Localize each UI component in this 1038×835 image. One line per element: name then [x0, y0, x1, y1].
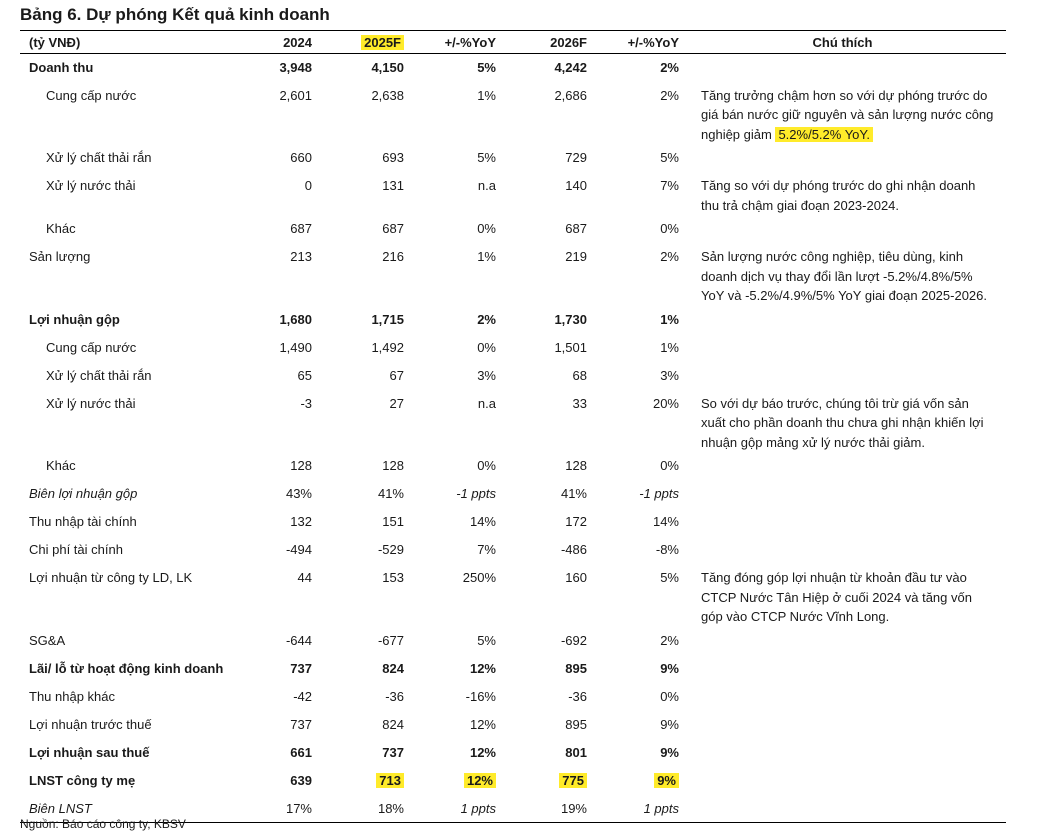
cell-2024: 639: [290, 772, 312, 788]
cell-2025f: 687: [382, 221, 404, 236]
note-text: Sản lượng nước công nghiệp, tiêu dùng, kinh doanh dịch vụ thay đổi lần lượt -5.2%/4.8%/5% YoY và -5.2%/4.9%/5% YoY giai đoạn 2025-2026.: [701, 249, 987, 303]
cell-note: [679, 795, 1006, 823]
cell-yoy-2026: 14%: [652, 514, 679, 529]
header-unit: (tỷ VNĐ): [20, 31, 235, 54]
row-label: Xử lý nước thải: [46, 395, 136, 411]
row-label: Thu nhập khác: [29, 688, 116, 704]
table-row: [20, 627, 1006, 655]
cell-2025f: 153: [382, 570, 404, 585]
row-label: Khác: [46, 221, 76, 236]
cell-note: [679, 334, 1006, 362]
cell-2024: -42: [293, 688, 312, 704]
header-2025f-label: 2025F: [361, 35, 404, 50]
cell-yoy-2025: -16%: [465, 688, 496, 704]
cell-yoy-2026: -1 ppts: [639, 486, 679, 501]
cell-yoy-2026: 20%: [652, 395, 679, 411]
row-label: Biên lợi nhuận gộp: [29, 486, 138, 501]
row-label: SG&A: [29, 632, 66, 648]
cell-2024: 43%: [285, 486, 312, 501]
cell-2025f: 41%: [377, 486, 404, 501]
cell-yoy-2025: 0%: [477, 339, 496, 355]
cell-2024: 1,680: [279, 311, 312, 327]
cell-note: [679, 536, 1006, 564]
table-row: [20, 390, 1006, 453]
cell-2025f: [312, 767, 404, 795]
note-text: Tăng đóng góp lợi nhuận từ khoản đầu tư vào CTCP Nước Tân Hiệp ở cuối 2024 và tăng vốn góp vào CTCP Nước Vĩnh Long.: [701, 570, 972, 624]
row-label: Cung cấp nước: [46, 87, 137, 103]
table-row: [20, 82, 1006, 145]
cell-note: [679, 144, 1006, 172]
cell-yoy-2025: 5%: [477, 150, 496, 165]
row-label: Sản lượng: [29, 249, 91, 264]
cell-yoy-2025: 1%: [477, 87, 496, 103]
cell-note: [679, 739, 1006, 767]
cell-2025f: 737: [382, 744, 404, 760]
row-label: Chi phí tài chính: [29, 542, 123, 557]
cell-2025f: 4,150: [371, 60, 404, 75]
cell-2025f: 128: [382, 458, 404, 473]
cell-2026f: 172: [565, 514, 587, 529]
cell-2025f: 151: [382, 514, 404, 529]
header-yoy-2026: +/-%YoY: [587, 31, 679, 54]
cell-note: [679, 390, 1006, 453]
cell-yoy-2026: 9%: [660, 660, 679, 676]
row-label: Lợi nhuận trước thuế: [29, 716, 152, 732]
row-label: Lợi nhuận gộp: [29, 311, 120, 327]
cell-2024: 0: [304, 178, 312, 193]
cell-note: [679, 767, 1006, 795]
cell-2025f: -36: [385, 688, 404, 704]
cell-yoy-2025: 1%: [477, 249, 496, 264]
cell-2026f: 128: [565, 458, 587, 473]
table-row: [20, 767, 1006, 795]
cell-yoy-2025: n.a: [477, 178, 496, 193]
table-row: [20, 306, 1006, 334]
cell-yoy-2026: 0%: [660, 221, 679, 236]
cell-2025f: -677: [377, 632, 404, 648]
header-2025f: [312, 31, 404, 54]
cell-yoy-2026: 1 ppts: [587, 795, 679, 823]
cell-note: [679, 172, 1006, 215]
cell-yoy-2025: 0%: [477, 458, 496, 473]
cell-note: [679, 711, 1006, 739]
note-highlight: 5.2%/5.2% YoY.: [775, 127, 873, 142]
table-row: [20, 243, 1006, 306]
cell-2025f: 1,492: [371, 339, 404, 355]
header-row: [20, 31, 1006, 54]
cell-yoy-2026: 3%: [660, 367, 679, 383]
cell-note: [679, 243, 1006, 306]
cell-2026f: 801: [565, 744, 587, 760]
cell-2026f: 19%: [496, 795, 587, 823]
cell-2026f-highlight: 775: [559, 773, 587, 788]
table-row: [20, 536, 1006, 564]
note-text: Tăng so với dự phóng trước do ghi nhận doanh thu trả chậm giai đoạn 2023-2024.: [701, 178, 976, 213]
cell-2024: 65: [297, 367, 312, 383]
cell-note: [679, 683, 1006, 711]
table-row: [20, 172, 1006, 215]
cell-2024: 44: [297, 570, 312, 585]
note-text: Tăng trưởng chậm hơn so với dự phóng trước do giá bán nước giữ nguyên và sản lượng nước công nghiệp giảm: [701, 87, 994, 142]
cell-yoy-2026-highlight: 9%: [654, 773, 679, 788]
row-label: Lãi/ lỗ từ hoạt động kinh doanh: [29, 660, 224, 676]
cell-2024: 128: [290, 458, 312, 473]
header-yoy-2025: +/-%YoY: [404, 31, 496, 54]
header-note: Chú thích: [679, 31, 1006, 54]
cell-2026f: -692: [560, 632, 587, 648]
cell-2024: 213: [290, 249, 312, 264]
cell-2026f: -486: [560, 542, 587, 557]
cell-2025f: -529: [377, 542, 404, 557]
cell-2024: 687: [290, 221, 312, 236]
cell-2025f: 131: [382, 178, 404, 193]
cell-yoy-2025: 5%: [477, 60, 496, 75]
row-label: Biên LNST: [20, 795, 235, 823]
cell-yoy-2025: 3%: [477, 367, 496, 383]
table-row: [20, 480, 1006, 508]
cell-yoy-2025: 7%: [477, 542, 496, 557]
cell-2026f: 219: [565, 249, 587, 264]
table-row: [20, 683, 1006, 711]
cell-yoy-2026: 9%: [660, 744, 679, 760]
cell-yoy-2025: 14%: [469, 514, 496, 529]
cell-2025f: 27: [389, 395, 404, 411]
cell-note: [679, 82, 1006, 145]
cell-2025f: 67: [389, 367, 404, 383]
cell-yoy-2026: 7%: [660, 178, 679, 193]
cell-note: [679, 564, 1006, 627]
cell-2024: 660: [290, 150, 312, 165]
cell-yoy-2026: 2%: [660, 60, 679, 75]
row-label: Khác: [46, 458, 76, 473]
row-label: Cung cấp nước: [46, 339, 137, 355]
cell-yoy-2025-highlight: 12%: [464, 773, 496, 788]
source-note: Nguồn: Báo cáo công ty, KBSV: [20, 817, 186, 831]
cell-2024: 661: [290, 744, 312, 760]
table-row: [20, 144, 1006, 172]
cell-note: [679, 452, 1006, 480]
cell-2026f: 687: [565, 221, 587, 236]
cell-yoy-2025: 12%: [469, 716, 496, 732]
cell-2024: -3: [300, 395, 312, 411]
cell-note: [679, 508, 1006, 536]
table-row: [20, 362, 1006, 390]
cell-note: [679, 362, 1006, 390]
row-label: Xử lý chất thải rắn: [46, 150, 152, 165]
cell-2026f: 160: [565, 570, 587, 585]
table-title: Bảng 6. Dự phóng Kết quả kinh doanh: [20, 5, 330, 24]
cell-yoy-2025: 12%: [469, 744, 496, 760]
cell-yoy-2025: 2%: [477, 311, 496, 327]
row-label: Xử lý chất thải rắn: [46, 367, 152, 383]
cell-yoy-2025: [404, 767, 496, 795]
cell-2026f: 140: [565, 178, 587, 193]
cell-2025f: 1,715: [371, 311, 404, 327]
cell-2026f: 1,501: [554, 339, 587, 355]
cell-note: [679, 215, 1006, 243]
cell-2024: 1,490: [279, 339, 312, 355]
cell-2024: 132: [290, 514, 312, 529]
cell-2025f: 824: [382, 716, 404, 732]
cell-2026f: 729: [565, 150, 587, 165]
cell-yoy-2025: 250%: [462, 570, 496, 585]
cell-2026f: -36: [568, 688, 587, 704]
table-row: [20, 334, 1006, 362]
cell-2026f: 2,686: [554, 87, 587, 103]
row-label: Lợi nhuận từ công ty LD, LK: [29, 570, 193, 585]
cell-2026f: 895: [565, 660, 587, 676]
table-row: [20, 508, 1006, 536]
cell-yoy-2025: 5%: [477, 632, 496, 648]
cell-2025f: 693: [382, 150, 404, 165]
cell-2026f: [496, 767, 587, 795]
cell-2025f: 216: [382, 249, 404, 264]
row-label: Xử lý nước thải: [46, 178, 136, 193]
cell-yoy-2025: 12%: [469, 660, 496, 676]
cell-yoy-2025: n.a: [477, 395, 496, 411]
table-row: [20, 711, 1006, 739]
cell-2025f: 18%: [312, 795, 404, 823]
cell-2025f: 2,638: [371, 87, 404, 103]
forecast-table: [20, 30, 1006, 823]
cell-2025f: 824: [382, 660, 404, 676]
row-label: LNST công ty mẹ: [29, 772, 136, 788]
row-label: Doanh thu: [29, 60, 94, 75]
cell-2026f: 1,730: [554, 311, 587, 327]
cell-yoy-2026: 5%: [660, 570, 679, 585]
cell-2026f: 41%: [560, 486, 587, 501]
table-row: [20, 215, 1006, 243]
cell-yoy-2026: -8%: [655, 542, 679, 557]
cell-2024: -644: [285, 632, 312, 648]
cell-2026f: 33: [572, 395, 587, 411]
table-row: [20, 54, 1006, 82]
cell-2025f-highlight: 713: [376, 773, 404, 788]
cell-yoy-2026: [587, 767, 679, 795]
row-label: Thu nhập tài chính: [29, 514, 137, 529]
cell-yoy-2026: 2%: [660, 249, 679, 264]
cell-note: [679, 627, 1006, 655]
note-text: So với dự báo trước, chúng tôi trừ giá vốn sản xuất cho phần doanh thu chưa ghi nhận khiến lợi nhuận gộp mảng xử lý nước thải giảm.: [701, 395, 984, 450]
cell-2026f: 895: [565, 716, 587, 732]
table-row: [20, 655, 1006, 683]
cell-yoy-2026: 9%: [660, 716, 679, 732]
cell-yoy-2026: 1%: [660, 339, 679, 355]
cell-2026f: 4,242: [554, 60, 587, 75]
cell-yoy-2026: 1%: [660, 311, 679, 327]
cell-2024: 737: [290, 660, 312, 676]
cell-yoy-2026: 0%: [660, 458, 679, 473]
cell-yoy-2026: 2%: [660, 87, 679, 103]
cell-note: [679, 306, 1006, 334]
cell-2026f: 68: [572, 367, 587, 383]
cell-2024: 2,601: [279, 87, 312, 103]
table-row: [20, 564, 1006, 627]
cell-yoy-2026: 0%: [660, 688, 679, 704]
cell-2024: 3,948: [279, 60, 312, 75]
cell-note: [679, 655, 1006, 683]
cell-yoy-2026: 2%: [660, 632, 679, 648]
cell-yoy-2026: 5%: [660, 150, 679, 165]
cell-note: [679, 54, 1006, 82]
cell-yoy-2025: 0%: [477, 221, 496, 236]
header-2026f: 2026F: [496, 31, 587, 54]
cell-2024: -494: [285, 542, 312, 557]
header-2024: 2024: [235, 31, 312, 54]
cell-yoy-2025: 1 ppts: [404, 795, 496, 823]
cell-note: [679, 480, 1006, 508]
cell-2024: 17%: [235, 795, 312, 823]
table-row: [20, 739, 1006, 767]
table-row: [20, 452, 1006, 480]
cell-2024: 737: [290, 716, 312, 732]
row-label: Lợi nhuận sau thuế: [29, 744, 150, 760]
cell-yoy-2025: -1 ppts: [456, 486, 496, 501]
